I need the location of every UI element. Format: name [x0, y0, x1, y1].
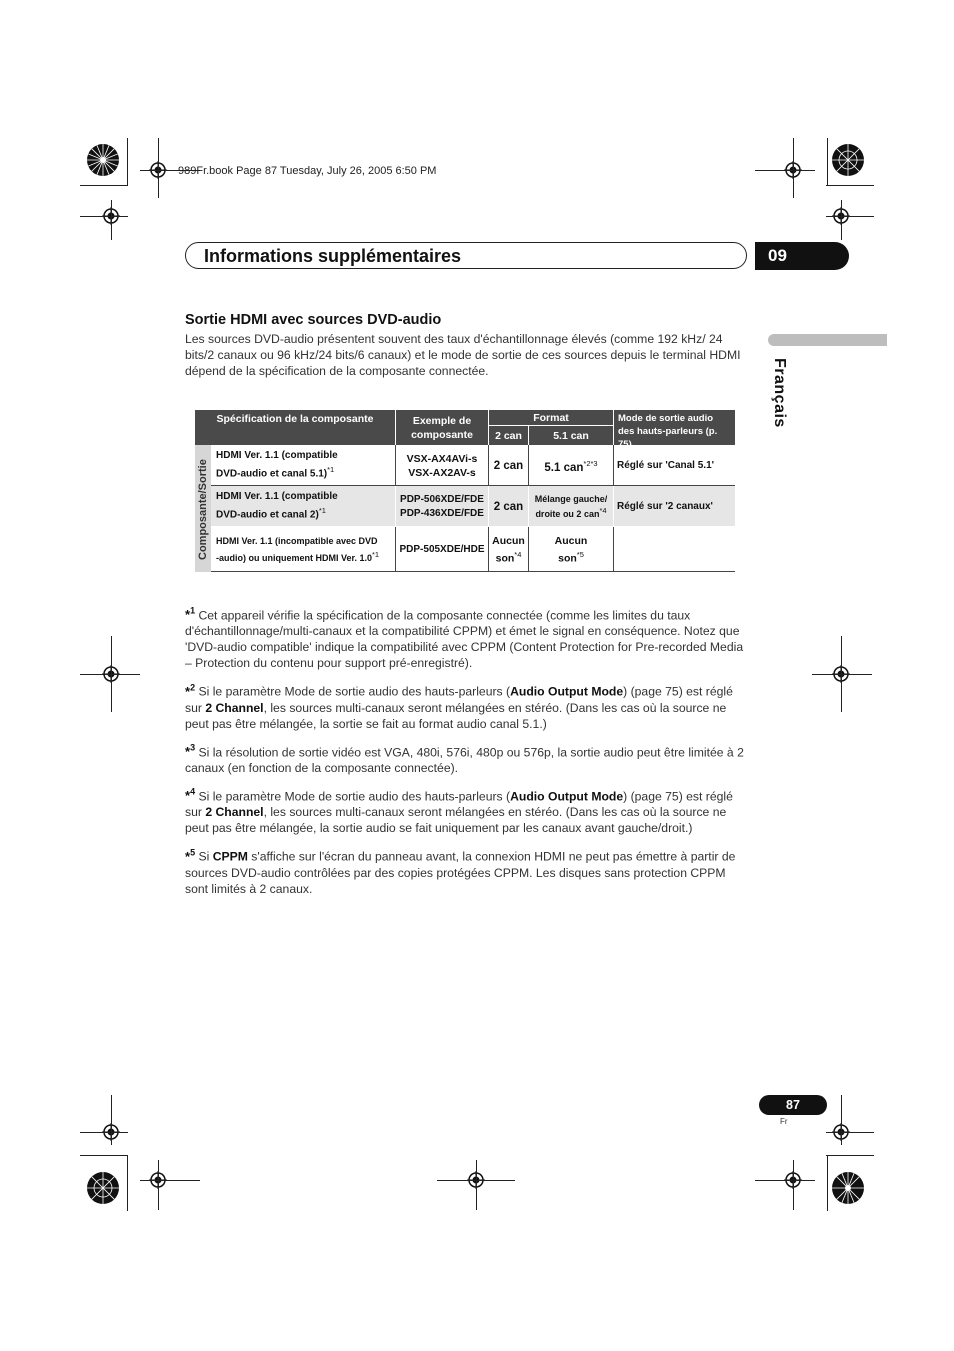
- row2-spec: HDMI Ver. 1.1 (compatible DVD-audio et canal 2)$^{*1}$: [216, 491, 338, 521]
- header-spec: Spécification de la composante: [195, 410, 395, 428]
- registration-burst-icon: [86, 1171, 120, 1205]
- footnote: *$^2$ Si le paramètre Mode de sortie audio des hauts-parleurs (Audio Output Mode) (page 75) est réglé sur 2 Channel, les sources multi-canaux seront mélangées en stéréo. (Dans les cas où la source ne peut pas être mélangée, la sortie se fait au format audio canal 5.1.): [185, 682, 733, 731]
- row3-2ch: Aucun son$^{*4}$: [488, 527, 528, 572]
- page-number: 87: [759, 1095, 827, 1115]
- side-label: Composante/Sortie: [197, 459, 209, 560]
- row2-example: PDP-506XDE/FDE PDP-436XDE/FDE: [395, 486, 488, 527]
- chapter-number: 09: [755, 242, 849, 270]
- section-title: Sortie HDMI avec sources DVD-audio: [185, 312, 442, 328]
- row1-2ch: 2 can: [488, 445, 528, 486]
- header-example: Exemple de composante: [395, 410, 488, 445]
- row1-mode: Réglé sur 'Canal 5.1': [613, 445, 735, 486]
- row1-spec: HDMI Ver. 1.1 (compatible DVD-audio et canal 5.1)$^{*1}$: [216, 450, 338, 480]
- footnote: *$^3$ Si la résolution de sortie vidéo est VGA, 480i, 576i, 480p ou 576p, la sortie audio peut être limitée à 2 canaux (en fonction de la composante connectée).: [185, 742, 744, 775]
- row3-51: Aucun son$^{*5}$: [528, 527, 613, 572]
- header-format-2ch: 2 can: [488, 426, 528, 445]
- row2-mode: Réglé sur '2 canaux': [613, 486, 735, 527]
- chapter-title: Informations supplémentaires: [204, 246, 462, 266]
- footnote: *$^4$ Si le paramètre Mode de sortie audio des hauts-parleurs (Audio Output Mode) (page 75) est réglé sur 2 Channel, les sources multi-canaux seront mélangées en stéréo. (Dans les cas où la source ne peut pas être mélangée, la sortie audio se fait uniquement par les canaux avant gauche/droit.): [185, 786, 733, 836]
- language-tab-bar: [768, 334, 887, 346]
- header-mode: Mode de sortie audio des hauts-parleurs (p. 75): [613, 410, 735, 445]
- page-language-code: Fr: [780, 1117, 788, 1126]
- row1-example: VSX-AX4AVi-s VSX-AX2AV-s: [395, 445, 488, 486]
- registration-burst-icon: [86, 143, 120, 177]
- row2-2ch: 2 can: [488, 486, 528, 527]
- hdmi-output-table: [195, 410, 735, 572]
- registration-burst-icon: [831, 143, 865, 177]
- row3-example: PDP-505XDE/HDE: [395, 527, 488, 572]
- row2-51: Mélange gauche/ droite ou 2 can$^{*4}$: [528, 486, 613, 527]
- header-format-51: 5.1 can: [528, 426, 613, 445]
- header-format: Format: [488, 410, 613, 426]
- row3-mode: [613, 527, 735, 572]
- print-info: 989Fr.book Page 87 Tuesday, July 26, 2005 6:50 PM: [178, 165, 437, 177]
- section-intro: Les sources DVD-audio présentent souvent des taux d'échantillonnage élevés (comme 192 kHz/ 24 bits/2 canaux ou 96 kHz/24 bits/6 canaux) et le mode de sortie de ces sources depuis le terminal HDMI dépend de la spécification de la composante connectée.: [185, 332, 741, 378]
- footnote: *$^5$ Si CPPM s'affiche sur l'écran du panneau avant, la connexion HDMI ne peut pas émettre à partir de sources DVD-audio contrôlées par des copies protégées CPPM. Les disques sans protection CPPM sont limités à 2 canaux.: [185, 847, 736, 896]
- language-tab-label: Français: [771, 358, 788, 428]
- registration-burst-icon: [831, 1171, 865, 1205]
- row3-spec: HDMI Ver. 1.1 (incompatible avec DVD -audio) ou uniquement HDMI Ver. 1.0$^{*1}$: [216, 536, 380, 563]
- row1-51: 5.1 can$^{*2*3}$: [528, 445, 613, 486]
- footnote: *$^1$ Cet appareil vérifie la spécification de la composante connectée (comme les limites du taux d'échantillonnage/multi-canaux et la compatibilité CPPM) et émet le signal en conséquence. Notez que 'DVD-audio compatible' indique la compatibilité avec CPPM (Content Protection for Pre-recorded Media – Protection du contenu pour support pré-enregistré).: [185, 606, 744, 671]
- footnotes: [185, 603, 745, 905]
